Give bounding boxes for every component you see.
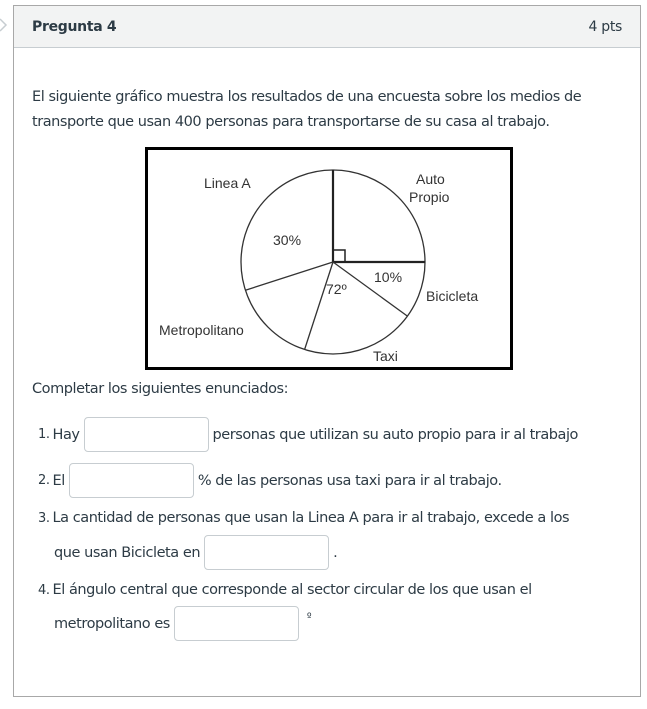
statement-4-line1: El ángulo central que corresponde al sector circular de los que usan el	[52, 582, 532, 598]
question-intro: El siguiente gráfico muestra los resultados de una encuesta sobre los medios de transporte que usan 400 personas para transportarse de su casa al trabajo.	[32, 89, 582, 130]
label-auto-line1: Auto	[416, 171, 445, 187]
question-points: 4 pts	[588, 18, 622, 35]
statement-1-after: personas que utilizan su auto propio para ir al trabajo	[212, 426, 578, 443]
statement-2-before: El	[52, 472, 65, 489]
statement-3-line1: La cantidad de personas que usan la Linea A para ir al trabajo, excede a los	[52, 510, 570, 526]
instructions-text: Completar los siguientes enunciados:	[32, 381, 289, 397]
statement-3-after: .	[333, 544, 338, 561]
statement-4-before: metropolitano es	[54, 615, 170, 632]
pie-chart-graphic	[148, 150, 510, 367]
statement-3	[38, 510, 569, 526]
statement-3-number: 3.	[38, 510, 50, 526]
label-taxi: Taxi	[373, 348, 398, 364]
statement-3-before: que usan Bicicleta en	[54, 544, 201, 561]
statement-3-cont	[54, 535, 337, 570]
label-bicicleta: Bicicleta	[426, 288, 479, 304]
label-angle-taxi: 72º	[326, 281, 347, 297]
label-linea-a: Linea A	[204, 175, 251, 191]
answer-3-input[interactable]	[204, 535, 329, 570]
degree-symbol: º	[306, 612, 312, 623]
question-header	[14, 6, 640, 48]
statement-1	[38, 417, 578, 452]
answer-2-input[interactable]	[69, 463, 194, 498]
question-card	[13, 5, 641, 697]
statement-4-number: 4.	[38, 582, 50, 598]
statement-1-number: 1.	[38, 427, 50, 442]
question-title: Pregunta 4	[32, 18, 117, 35]
statement-4-cont	[54, 606, 311, 641]
answer-4-input[interactable]	[174, 606, 299, 641]
statement-2-after: % de las personas usa taxi para ir al trabajo.	[197, 472, 502, 489]
statement-2-number: 2.	[38, 473, 50, 488]
label-pct-bicicleta: 10%	[374, 269, 403, 285]
statement-1-before: Hay	[52, 426, 80, 443]
label-metropolitano: Metropolitano	[159, 322, 244, 338]
statement-2	[38, 463, 502, 498]
chevron-right-icon	[0, 18, 8, 32]
label-pct-linea-a: 30%	[273, 232, 302, 248]
pie-chart	[145, 147, 513, 370]
label-auto-line2: Propio	[409, 189, 450, 205]
answer-1-input[interactable]	[84, 417, 209, 452]
statement-4	[38, 582, 532, 598]
